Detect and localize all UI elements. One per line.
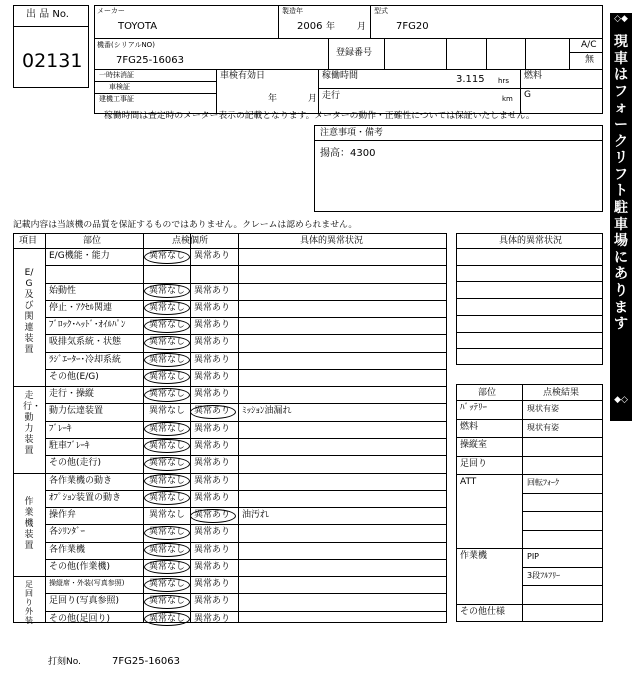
ng-option[interactable]: 異常あり (194, 372, 231, 382)
registration-label: 登録番号 (336, 48, 373, 58)
ng-option[interactable]: 異常あり (194, 424, 231, 434)
col-item-header: 項目 (19, 236, 38, 246)
ok-selected-mark (144, 336, 190, 350)
ng-option[interactable]: 異常あり (194, 596, 231, 606)
row-part-label: ﾌﾞﾛｯｸ･ﾍｯﾄﾞ･ｵｲﾙﾊﾟﾝ (49, 320, 126, 330)
year-label: 製造年 (282, 7, 303, 15)
result-row-part: 足回り (460, 459, 488, 469)
travel-unit: km (502, 95, 513, 103)
serial-label: 機番(シリアルNO) (97, 41, 155, 49)
ng-option[interactable]: 異常あり (194, 493, 231, 503)
ng-option[interactable]: 異常あり (194, 458, 231, 468)
ok-selected-mark (144, 370, 190, 384)
month-unit: 月 (357, 22, 367, 32)
ok-option[interactable]: 異常なし (149, 320, 186, 330)
model-label: 型式 (374, 7, 388, 15)
ok-selected-mark (144, 526, 190, 540)
hours-unit: hrs (498, 77, 509, 85)
result-row-part: 燃料 (460, 422, 479, 432)
quality-notice: 記載内容は当該機の品質を保証するものではありません。クレームは認められません。 (13, 220, 358, 230)
ok-selected-mark (144, 250, 190, 264)
ok-selected-mark (144, 353, 190, 367)
lot-number-label: 出 品 No. (26, 9, 69, 20)
row-part-label: 操縦席・外装(写真参照) (49, 579, 125, 587)
ok-option[interactable]: 異常なし (149, 441, 186, 451)
ok-selected-mark (144, 612, 190, 626)
col-check-header: 点検個所 (172, 236, 209, 246)
hours-notice: 稼働時間は査定時のメーター表示の記載となります。メーターの動作・正確性については保証いたしません。 (104, 111, 535, 121)
result-row-value: 回転ﾌｫｰｸ (527, 478, 559, 487)
ok-option[interactable]: 異常なし (149, 493, 186, 503)
row-part-label: その他(走行) (49, 458, 102, 468)
category-label: E/G及び関連装置 (24, 268, 34, 355)
ok-selected-mark (144, 439, 190, 453)
row-part-label: 操作弁 (49, 510, 77, 520)
result-row-part: 作業機 (460, 551, 488, 561)
row-part-label: 駐車ﾌﾞﾚｰｷ (49, 441, 90, 451)
ok-option[interactable]: 異常なし (149, 510, 186, 520)
ng-option[interactable]: 異常あり (194, 545, 231, 555)
row-part-label: ﾗｼﾞｴｰﾀｰ･冷却系統 (49, 355, 122, 365)
detail-box (456, 233, 603, 365)
ok-selected-mark (144, 474, 190, 488)
category-label: 足回り外装 (25, 580, 33, 625)
notes-text: 揚高：4300 (320, 148, 376, 159)
ok-selected-mark (144, 578, 190, 592)
ng-option[interactable]: 異常あり (194, 476, 231, 486)
row-detail: 油汚れ (242, 510, 270, 520)
year-value: 2006 (297, 21, 323, 32)
ok-option[interactable]: 異常なし (149, 251, 186, 261)
ok-selected-mark (144, 491, 190, 505)
expiry-year-unit: 年 (268, 94, 278, 104)
construction-cert-label: 建機工事証 (99, 95, 134, 103)
ng-option[interactable]: 異常あり (194, 303, 231, 313)
result-row-value: 現状有姿 (527, 423, 559, 432)
ok-option[interactable]: 異常なし (149, 596, 186, 606)
ok-selected-mark (144, 388, 190, 402)
model-value: 7FG20 (396, 21, 429, 32)
ok-option[interactable]: 異常なし (149, 476, 186, 486)
ok-option[interactable]: 異常なし (149, 337, 186, 347)
ac-value: 無 (585, 55, 595, 65)
ng-option[interactable]: 異常あり (194, 579, 231, 589)
ok-option[interactable]: 異常なし (149, 527, 186, 537)
category-label: 作業機装置 (24, 497, 34, 551)
fuel-value: G (524, 90, 531, 100)
hours-label: 稼働時間 (322, 71, 359, 81)
result-row-part: その他仕様 (460, 607, 506, 617)
ok-option[interactable]: 異常なし (149, 562, 186, 572)
maker-value: TOYOTA (118, 21, 158, 32)
result-row-part: ATT (460, 477, 477, 487)
ok-option[interactable]: 異常なし (149, 286, 186, 296)
ok-option[interactable]: 異常なし (149, 458, 186, 468)
row-part-label: 各作業機の動き (49, 476, 113, 486)
hours-value: 3.115 (456, 74, 485, 85)
result-row-part: ﾊﾞｯﾃﾘｰ (460, 403, 488, 413)
ok-option[interactable]: 異常なし (149, 545, 186, 555)
col-part-header: 部位 (83, 236, 102, 246)
ng-option[interactable]: 異常あり (194, 355, 231, 365)
temp-permit-label: 一時抹消証 (99, 71, 134, 79)
expiry-month-unit: 月 (308, 94, 318, 104)
notes-title: 注意事項・備考 (320, 128, 384, 138)
ok-option[interactable]: 異常なし (149, 372, 186, 382)
notes-box (314, 125, 603, 212)
row-part-label: ｵﾌﾟｼｮﾝ装置の動き (49, 493, 122, 503)
fuel-label: 燃料 (524, 71, 543, 81)
ok-selected-mark (144, 422, 190, 436)
row-part-label: 各作業機 (49, 545, 86, 555)
ng-selected-mark (190, 509, 236, 523)
detail-box-title: 具体的異常状況 (499, 236, 563, 246)
ng-option[interactable]: 異常あり (194, 527, 231, 537)
row-part-label: 各ｼﾘﾝﾀﾞｰ (49, 527, 86, 537)
row-part-label: 吸排気系統・状態 (49, 337, 122, 347)
row-part-label: 走行・操縦 (49, 389, 95, 399)
serial-value: 7FG25-16063 (116, 55, 185, 66)
ng-option[interactable]: 異常あり (194, 562, 231, 572)
ok-option[interactable]: 異常なし (149, 389, 186, 399)
result-col-result: 点検結果 (543, 388, 580, 398)
maker-label: メーカー (97, 7, 125, 15)
row-part-label: 停止・ｱｸｾﾙ関連 (49, 303, 113, 313)
travel-label: 走行 (322, 91, 341, 101)
row-part-label: その他(E/G) (49, 372, 99, 382)
result-row-part: 操縦室 (460, 440, 488, 450)
ng-option[interactable]: 異常あり (194, 320, 231, 330)
inspection-cert-label: 車検証 (109, 83, 130, 91)
ok-option[interactable]: 異常なし (149, 579, 186, 589)
row-part-label: 始動性 (49, 286, 77, 296)
row-part-label: 足回り(写真参照) (49, 596, 120, 606)
ng-option[interactable]: 異常あり (194, 389, 231, 399)
side-banner-text: 現車はフォークリフト駐車場にあります (614, 34, 628, 333)
row-part-label: ﾌﾞﾚｰｷ (49, 424, 72, 434)
inspection-expiry-label: 車検有効日 (220, 71, 266, 81)
year-unit: 年 (326, 22, 336, 32)
stamp-label: 打刻No. (48, 657, 81, 667)
col-detail-header: 具体的異常状況 (300, 236, 364, 246)
ng-option[interactable]: 異常あり (194, 337, 231, 347)
ok-option[interactable]: 異常なし (149, 424, 186, 434)
ok-selected-mark (144, 560, 190, 574)
side-banner-bottom: ◆◇ (614, 395, 628, 405)
side-banner-top: ◇◆ (614, 14, 628, 24)
ng-option[interactable]: 異常あり (194, 614, 231, 624)
ng-option[interactable]: 異常あり (194, 251, 231, 261)
ok-selected-mark (144, 284, 190, 298)
ng-option[interactable]: 異常あり (194, 406, 231, 416)
ok-selected-mark (144, 319, 190, 333)
stamp-value: 7FG25-16063 (112, 656, 181, 667)
row-part-label: その他(作業機) (49, 562, 111, 572)
row-detail: ﾐｯｼｮﾝ油漏れ (242, 406, 292, 416)
result-row-value: 現状有姿 (527, 404, 559, 413)
ng-option[interactable]: 異常あり (194, 510, 231, 520)
ok-selected-mark (144, 457, 190, 471)
row-part-label: その他(足回り) (49, 614, 111, 624)
ng-selected-mark (190, 405, 236, 419)
ok-selected-mark (144, 543, 190, 557)
lot-number: 02131 (22, 50, 83, 72)
row-part-label: 動力伝達装置 (49, 406, 104, 416)
category-label: 走行・動力装置 (23, 391, 42, 456)
ac-label: A/C (581, 40, 597, 50)
ok-option[interactable]: 異常なし (149, 614, 186, 624)
ok-option[interactable]: 異常なし (149, 303, 186, 313)
result-row-value: 3段ﾌﾙﾌﾘｰ (527, 571, 561, 580)
result-col-part: 部位 (478, 388, 497, 398)
ok-option[interactable]: 異常なし (149, 355, 186, 365)
ng-option[interactable]: 異常あり (194, 441, 231, 451)
row-part-label: E/G機能・能力 (49, 251, 110, 261)
result-row-value: PIP (527, 552, 540, 561)
ng-option[interactable]: 異常あり (194, 286, 231, 296)
ok-selected-mark (144, 595, 190, 609)
ok-option[interactable]: 異常なし (149, 406, 186, 416)
ok-selected-mark (144, 301, 190, 315)
